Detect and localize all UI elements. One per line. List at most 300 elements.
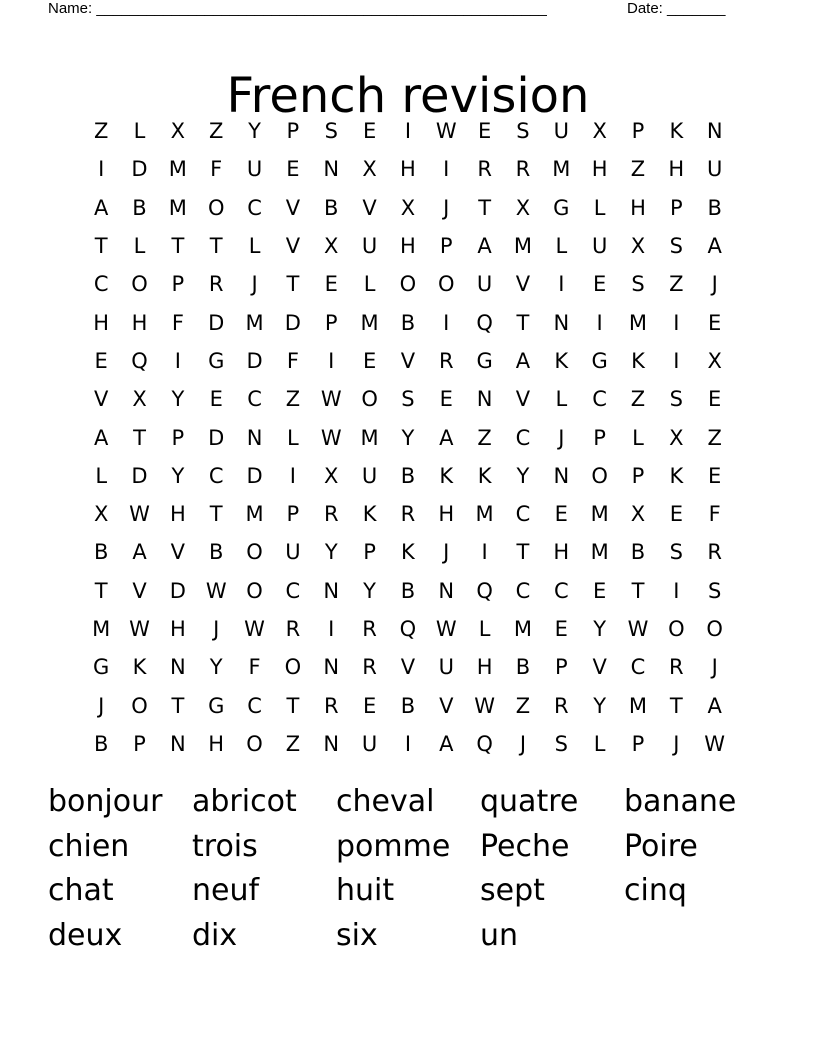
word-list-item: cheval — [336, 784, 435, 819]
grid-letter: N — [323, 731, 340, 756]
grid-letter: P — [669, 195, 683, 220]
grid-letter: K — [477, 463, 492, 488]
grid-letter: T — [669, 693, 683, 718]
grid-letter: M — [628, 310, 648, 335]
grid-letter: R — [515, 157, 531, 182]
grid-letter: S — [708, 578, 722, 603]
grid-letter: H — [169, 617, 186, 641]
grid-letter: E — [362, 693, 377, 718]
grid-letter: E — [324, 272, 338, 297]
grid-letter: O — [361, 387, 378, 412]
grid-letter: V — [439, 693, 454, 718]
grid-letter: T — [209, 502, 223, 527]
grid-letter: X — [132, 387, 147, 412]
grid-letter: U — [246, 157, 263, 182]
grid-letter: D — [246, 348, 263, 373]
grid-letter: G — [553, 195, 570, 220]
grid-letter: G — [208, 348, 225, 373]
letter-grid — [82, 112, 734, 763]
word-list-item: trois — [192, 828, 258, 864]
grid-letter: T — [133, 425, 146, 450]
grid-letter: I — [673, 348, 680, 373]
grid-letter: U — [361, 731, 378, 756]
grid-letter: P — [439, 234, 453, 259]
grid-row — [82, 342, 734, 380]
grid-letter: H — [476, 655, 493, 680]
grid-letter: U — [706, 157, 723, 182]
grid-letter: C — [247, 195, 262, 220]
grid-letter: A — [132, 540, 147, 565]
grid-letter: I — [673, 578, 680, 603]
grid-letter: O — [591, 463, 608, 488]
grid-letter: J — [443, 540, 450, 565]
grid-letter: I — [289, 463, 296, 488]
grid-letter: E — [439, 387, 453, 412]
grid-letter: A — [93, 195, 109, 220]
grid-letter: P — [363, 540, 376, 565]
grid-letter: U — [285, 540, 301, 565]
grid-letter: Y — [248, 119, 261, 144]
grid-letter: N — [323, 578, 340, 603]
grid-letter: M — [590, 502, 609, 527]
word-list-item: Peche — [480, 828, 570, 864]
grid-letter: J — [519, 731, 527, 756]
grid-letter: O — [207, 195, 225, 220]
grid-letter: N — [170, 731, 186, 756]
grid-letter: I — [443, 310, 450, 335]
grid-letter: N — [706, 119, 723, 144]
grid-letter: O — [438, 272, 455, 297]
grid-letter: D — [131, 157, 148, 182]
grid-letter: I — [558, 272, 565, 297]
name-field-line: Name: ______________________________________________________ — [48, 0, 547, 17]
grid-letter: A — [439, 425, 454, 450]
grid-letter: C — [553, 578, 569, 603]
grid-letter: Y — [209, 655, 223, 680]
grid-letter: C — [630, 655, 646, 680]
grid-letter: R — [362, 617, 377, 641]
grid-letter: W — [627, 617, 649, 641]
grid-letter: D — [208, 310, 225, 335]
grid-letter: V — [515, 272, 531, 297]
grid-letter: X — [630, 234, 646, 259]
grid-letter: U — [361, 234, 378, 259]
grid-letter: N — [170, 655, 186, 680]
grid-letter: B — [93, 540, 109, 565]
grid-letter: W — [129, 502, 150, 527]
grid-letter: Z — [209, 119, 224, 144]
grid-letter: K — [401, 540, 415, 565]
grid-letter: A — [93, 425, 109, 450]
grid-letter: T — [171, 693, 185, 718]
grid-letter: Q — [399, 617, 417, 641]
grid-letter: U — [476, 272, 493, 297]
grid-letter: M — [92, 617, 111, 641]
grid-letter: B — [132, 195, 147, 220]
grid-letter: O — [246, 578, 263, 603]
grid-row — [82, 189, 734, 227]
grid-letter: G — [208, 693, 225, 718]
grid-letter: V — [362, 195, 377, 220]
grid-letter: W — [320, 387, 342, 412]
grid-letter: H — [93, 310, 110, 335]
grid-letter: M — [590, 540, 609, 565]
grid-letter: P — [286, 502, 300, 527]
grid-letter: S — [631, 272, 645, 297]
grid-letter: V — [170, 540, 186, 565]
grid-letter: P — [631, 119, 645, 144]
grid-letter: B — [208, 540, 224, 565]
grid-letter: B — [630, 540, 646, 565]
grid-letter: Z — [630, 387, 646, 412]
grid-letter: E — [708, 463, 722, 488]
grid-letter: A — [477, 234, 492, 259]
grid-letter: H — [591, 157, 608, 182]
grid-letter: O — [668, 617, 685, 641]
grid-letter: V — [400, 655, 416, 680]
grid-letter: I — [328, 617, 335, 641]
grid-letter: A — [707, 234, 722, 259]
grid-letter: Y — [516, 463, 530, 488]
grid-letter: Q — [476, 731, 493, 756]
grid-letter: S — [669, 234, 683, 259]
word-list-item: six — [336, 918, 378, 954]
grid-letter: C — [515, 502, 531, 527]
grid-letter: J — [711, 272, 718, 297]
grid-letter: G — [476, 348, 493, 373]
grid-letter: Y — [324, 540, 338, 565]
grid-letter: O — [284, 655, 302, 680]
grid-letter: M — [245, 502, 264, 527]
grid-letter: I — [443, 157, 450, 182]
grid-letter: E — [477, 119, 492, 144]
word-list-item: quatre — [480, 784, 579, 819]
grid-letter: F — [210, 157, 223, 182]
grid-letter: L — [555, 387, 568, 412]
word-list-item: huit — [336, 873, 395, 909]
grid-row — [82, 265, 734, 303]
grid-letter: R — [400, 502, 416, 527]
grid-letter: R — [285, 617, 301, 641]
grid-letter: L — [555, 234, 568, 259]
grid-letter: C — [592, 387, 607, 412]
grid-letter: L — [363, 272, 376, 297]
grid-letter: N — [323, 157, 340, 182]
grid-letter: L — [593, 195, 606, 220]
grid-letter: X — [400, 195, 416, 220]
grid-letter: V — [93, 387, 109, 412]
grid-letter: Z — [285, 731, 301, 756]
grid-letter: W — [320, 425, 342, 450]
grid-letter: X — [93, 502, 109, 527]
grid-letter: F — [171, 310, 184, 335]
grid-letter: W — [244, 617, 265, 641]
grid-letter: F — [248, 655, 261, 680]
grid-letter: C — [247, 387, 262, 412]
grid-letter: K — [554, 348, 569, 373]
grid-letter: K — [669, 463, 684, 488]
grid-letter: L — [632, 425, 644, 450]
grid-letter: M — [168, 157, 187, 182]
grid-letter: P — [133, 731, 146, 756]
word-list-item: deux — [48, 918, 123, 954]
grid-letter: X — [324, 463, 339, 488]
grid-letter: H — [630, 195, 646, 220]
grid-letter: S — [401, 387, 415, 412]
grid-letter: Q — [131, 348, 148, 373]
grid-letter: R — [707, 540, 722, 565]
grid-letter: O — [246, 731, 263, 756]
grid-letter: T — [478, 195, 492, 220]
grid-letter: P — [631, 463, 645, 488]
grid-letter: S — [554, 731, 568, 756]
grid-letter: M — [628, 693, 648, 718]
grid-letter: E — [209, 387, 223, 412]
word-list-item: cinq — [624, 873, 687, 909]
grid-letter: H — [208, 731, 225, 756]
grid-letter: X — [515, 195, 531, 220]
grid-letter: R — [669, 655, 684, 680]
grid-row — [82, 686, 734, 724]
grid-letter: R — [208, 272, 224, 297]
grid-letter: D — [131, 463, 148, 488]
grid-row — [82, 495, 734, 533]
grid-letter: Z — [93, 119, 109, 144]
grid-letter: U — [361, 463, 378, 488]
grid-letter: S — [516, 119, 530, 144]
grid-letter: I — [404, 731, 412, 756]
grid-letter: H — [400, 157, 416, 182]
word-list-item: sept — [480, 873, 545, 909]
grid-letter: H — [400, 234, 416, 259]
grid-letter: Z — [707, 425, 722, 450]
grid-row — [82, 572, 734, 610]
grid-letter: M — [245, 310, 264, 335]
grid-letter: P — [593, 425, 606, 450]
grid-letter: C — [93, 272, 109, 297]
grid-letter: E — [593, 272, 607, 297]
grid-letter: P — [286, 119, 300, 144]
grid-letter: R — [477, 157, 492, 182]
grid-letter: B — [93, 731, 109, 756]
grid-letter: H — [553, 540, 570, 565]
grid-letter: E — [669, 502, 683, 527]
grid-row — [82, 648, 734, 686]
grid-letter: J — [251, 272, 258, 297]
grid-letter: Y — [401, 425, 415, 450]
grid-letter: O — [246, 540, 263, 565]
grid-letter: L — [248, 234, 261, 259]
grid-letter: B — [400, 578, 416, 603]
grid-letter: J — [98, 693, 105, 718]
grid-letter: G — [591, 348, 608, 373]
grid-row — [82, 418, 734, 456]
word-list-item: chien — [48, 828, 130, 864]
grid-letter: N — [553, 463, 570, 488]
grid-letter: P — [171, 272, 185, 297]
grid-letter: W — [435, 119, 457, 144]
grid-letter: B — [707, 195, 722, 220]
grid-letter: L — [478, 617, 491, 641]
grid-letter: C — [515, 425, 531, 450]
grid-letter: L — [133, 119, 146, 144]
word-list-item: bonjour — [48, 784, 163, 819]
grid-letter: G — [93, 655, 110, 680]
grid-letter: C — [515, 578, 531, 603]
grid-row — [82, 112, 734, 150]
grid-letter: N — [323, 655, 340, 680]
grid-letter: E — [554, 617, 568, 641]
grid-letter: Z — [515, 693, 531, 718]
word-list-item: neuf — [192, 873, 260, 909]
grid-letter: I — [328, 348, 335, 373]
grid-letter: Y — [593, 617, 607, 641]
grid-letter: B — [400, 310, 416, 335]
grid-letter: N — [553, 310, 570, 335]
grid-letter: O — [131, 272, 148, 297]
grid-letter: N — [476, 387, 493, 412]
grid-letter: O — [706, 617, 723, 641]
grid-letter: Y — [593, 693, 607, 718]
grid-letter: V — [515, 387, 531, 412]
grid-letter: X — [669, 425, 684, 450]
grid-letter: C — [208, 463, 224, 488]
word-list-item: un — [480, 918, 519, 954]
grid-letter: Y — [363, 578, 376, 603]
grid-letter: P — [171, 425, 185, 450]
grid-letter: K — [362, 502, 377, 527]
grid-letter: T — [516, 540, 530, 565]
grid-letter: E — [362, 348, 377, 373]
grid-letter: I — [174, 348, 181, 373]
grid-letter: S — [669, 387, 683, 412]
grid-letter: A — [515, 348, 531, 373]
grid-letter: V — [285, 234, 301, 259]
grid-row — [82, 725, 734, 763]
grid-row — [82, 380, 734, 418]
grid-letter: W — [474, 693, 495, 718]
grid-letter: F — [708, 502, 721, 527]
grid-letter: P — [554, 655, 568, 680]
grid-letter: B — [324, 195, 339, 220]
grid-letter: P — [631, 731, 645, 756]
grid-letter: W — [435, 617, 457, 641]
grid-letter: I — [404, 119, 412, 144]
grid-letter: L — [133, 234, 146, 259]
grid-letter: T — [286, 693, 300, 718]
grid-row — [82, 227, 734, 265]
grid-letter: R — [323, 693, 339, 718]
grid-letter: Z — [669, 272, 684, 297]
grid-letter: J — [558, 425, 565, 450]
grid-letter: T — [94, 234, 108, 259]
grid-letter: R — [362, 655, 377, 680]
grid-letter: X — [324, 234, 339, 259]
grid-letter: O — [399, 272, 417, 297]
grid-row — [82, 610, 734, 648]
grid-letter: T — [94, 578, 108, 603]
grid-letter: J — [711, 655, 718, 680]
grid-letter: V — [400, 348, 416, 373]
grid-letter: E — [286, 157, 300, 182]
grid-letter: M — [552, 157, 571, 182]
grid-letter: T — [209, 234, 223, 259]
grid-letter: T — [516, 310, 530, 335]
grid-letter: V — [285, 195, 301, 220]
grid-letter: M — [360, 425, 379, 450]
grid-letter: U — [591, 234, 608, 259]
grid-letter: L — [593, 731, 606, 756]
grid-letter: K — [132, 655, 147, 680]
grid-letter: E — [94, 348, 108, 373]
grid-letter: D — [246, 463, 263, 488]
grid-letter: Z — [630, 157, 646, 182]
grid-letter: J — [213, 617, 220, 641]
grid-letter: E — [362, 119, 377, 144]
grid-letter: Y — [171, 463, 185, 488]
word-list-item: chat — [48, 873, 114, 909]
grid-letter: W — [704, 731, 726, 756]
grid-letter: E — [593, 578, 607, 603]
grid-letter: M — [475, 502, 494, 527]
grid-letter: B — [515, 655, 531, 680]
grid-letter: W — [129, 617, 150, 641]
grid-letter: X — [362, 157, 377, 182]
grid-letter: B — [400, 693, 416, 718]
grid-letter: S — [324, 119, 338, 144]
grid-letter: I — [596, 310, 603, 335]
grid-letter: D — [208, 425, 225, 450]
grid-letter: S — [669, 540, 683, 565]
grid-letter: J — [673, 731, 680, 756]
grid-letter: P — [324, 310, 338, 335]
grid-letter: T — [631, 578, 645, 603]
grid-letter: M — [513, 234, 533, 259]
grid-letter: E — [708, 387, 722, 412]
grid-letter: L — [95, 463, 108, 488]
grid-letter: R — [323, 502, 339, 527]
page-title: French revision — [226, 68, 590, 125]
grid-letter: H — [668, 157, 685, 182]
word-list-item: abricot — [192, 784, 297, 819]
grid-letter: H — [131, 310, 148, 335]
grid-letter: X — [707, 348, 722, 373]
grid-letter: Y — [171, 387, 185, 412]
grid-letter: W — [205, 578, 227, 603]
grid-letter: Q — [476, 310, 493, 335]
grid-letter: I — [481, 540, 488, 565]
grid-letter: U — [438, 655, 454, 680]
grid-letter: T — [286, 272, 300, 297]
grid-letter: B — [400, 463, 416, 488]
grid-letter: X — [630, 502, 646, 527]
grid-letter: K — [631, 348, 645, 373]
grid-letter: F — [286, 348, 299, 373]
grid-letter: E — [708, 310, 722, 335]
grid-letter: A — [439, 731, 454, 756]
date-field-line: Date: _______ — [627, 0, 726, 17]
grid-letter: N — [246, 425, 263, 450]
grid-letter: I — [98, 157, 105, 182]
word-list-item: Poire — [624, 828, 698, 864]
grid-letter: H — [438, 502, 455, 527]
grid-letter: R — [554, 693, 569, 718]
grid-letter: M — [513, 617, 533, 641]
grid-row — [82, 303, 734, 341]
grid-letter: Z — [477, 425, 492, 450]
grid-letter: V — [132, 578, 147, 603]
grid-letter: I — [673, 310, 680, 335]
